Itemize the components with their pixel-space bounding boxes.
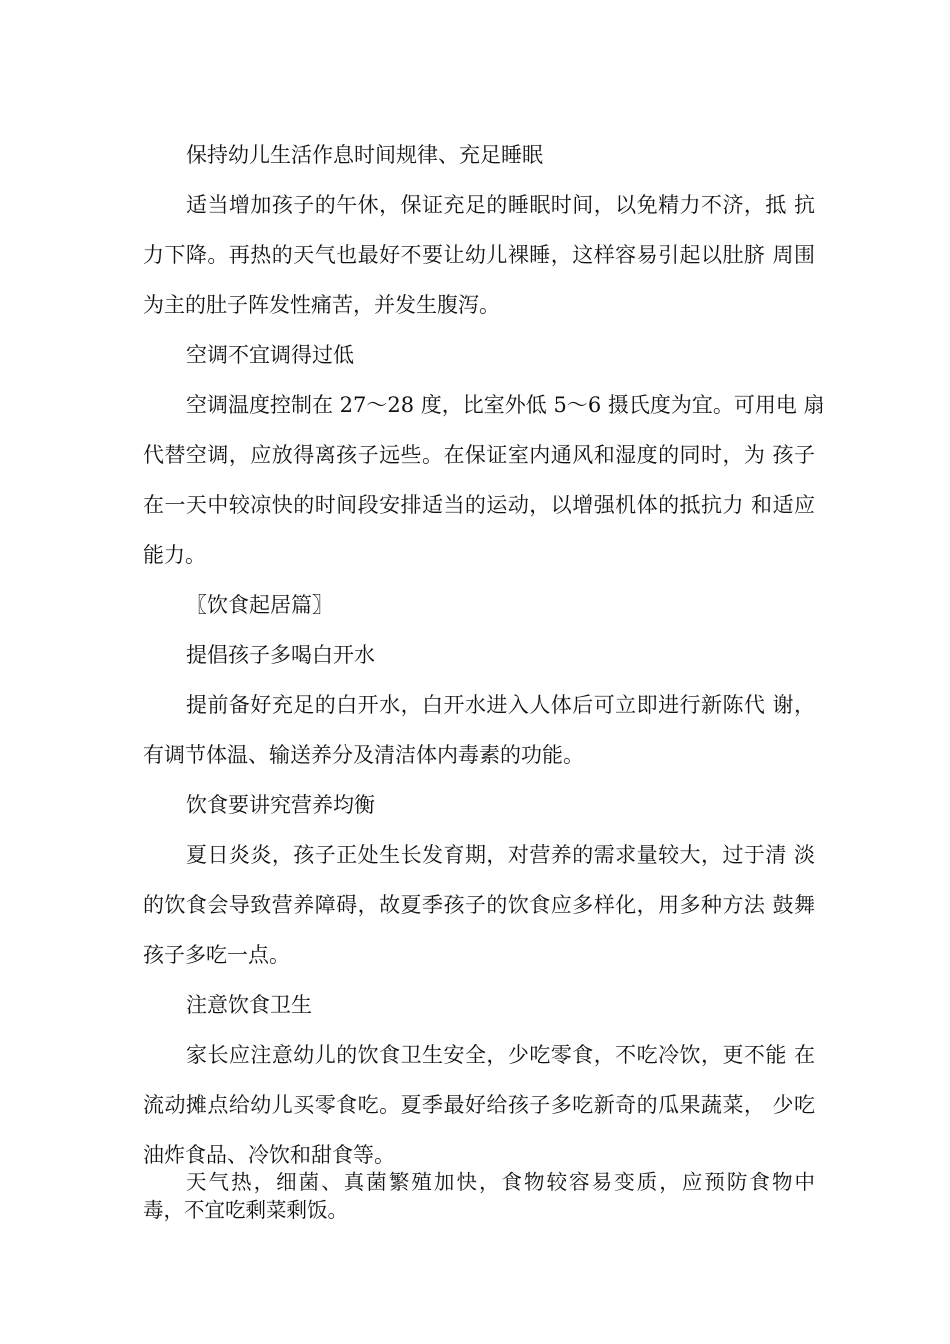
paragraph-line: 能力。: [143, 543, 206, 567]
paragraph-line: 有调节体温、输送养分及清洁体内毒素的功能。: [143, 743, 584, 767]
heading-air-conditioning: 空调不宜调得过低: [186, 343, 354, 367]
heading-drink-water: 提倡孩子多喝白开水: [186, 643, 375, 667]
paragraph-line: 代替空调，应放得离孩子远些。在保证室内通风和湿度的同时，为 孩子: [143, 443, 815, 467]
paragraph-line: 流动摊点给幼儿买零食吃。夏季最好给孩子多吃新奇的瓜果蔬菜， 少吃: [143, 1093, 815, 1117]
paragraph-line: 的饮食会导致营养障碍，故夏季孩子的饮食应多样化，用多种方法 鼓舞: [143, 893, 815, 917]
paragraph-line: 毒，不宜吃剩菜剩饭。: [143, 1198, 348, 1222]
paragraph-line: 为主的肚子阵发性痛苦，并发生腹泻。: [143, 293, 500, 317]
paragraph-line: 天气热，细菌、真菌繁殖加快，食物较容易变质，应预防食物中: [186, 1170, 815, 1194]
paragraph-line: 孩子多吃一点。: [143, 943, 290, 967]
paragraph-line: 适当增加孩子的午休，保证充足的睡眠时间，以免精力不济，抵 抗: [186, 193, 815, 217]
paragraph-line: 夏日炎炎，孩子正处生长发育期，对营养的需求量较大，过于清 淡: [186, 843, 815, 867]
paragraph-line: 空调温度控制在 27〜28 度，比室外低 5〜6 摄氏度为宜。可用电 扇: [186, 393, 825, 417]
heading-food-hygiene: 注意饮食卫生: [186, 993, 312, 1017]
paragraph-line: 提前备好充足的白开水，白开水进入人体后可立即进行新陈代 谢，: [186, 693, 815, 717]
paragraph-line: 油炸食品、冷饮和甜食等。: [143, 1143, 395, 1167]
heading-balanced-diet: 饮食要讲究营养均衡: [186, 793, 375, 817]
section-title-diet: 〖饮食起居篇〗: [186, 593, 333, 617]
paragraph-line: 力下降。再热的天气也最好不要让幼儿裸睡，这样容易引起以肚脐 周围: [143, 243, 815, 267]
heading-sleep-routine: 保持幼儿生活作息时间规律、充足睡眠: [186, 143, 543, 167]
paragraph-line: 在一天中较凉快的时间段安排适当的运动，以增强机体的抵抗力 和适应: [143, 493, 815, 517]
paragraph-line: 家长应注意幼儿的饮食卫生安全，少吃零食，不吃冷饮，更不能 在: [186, 1043, 815, 1067]
